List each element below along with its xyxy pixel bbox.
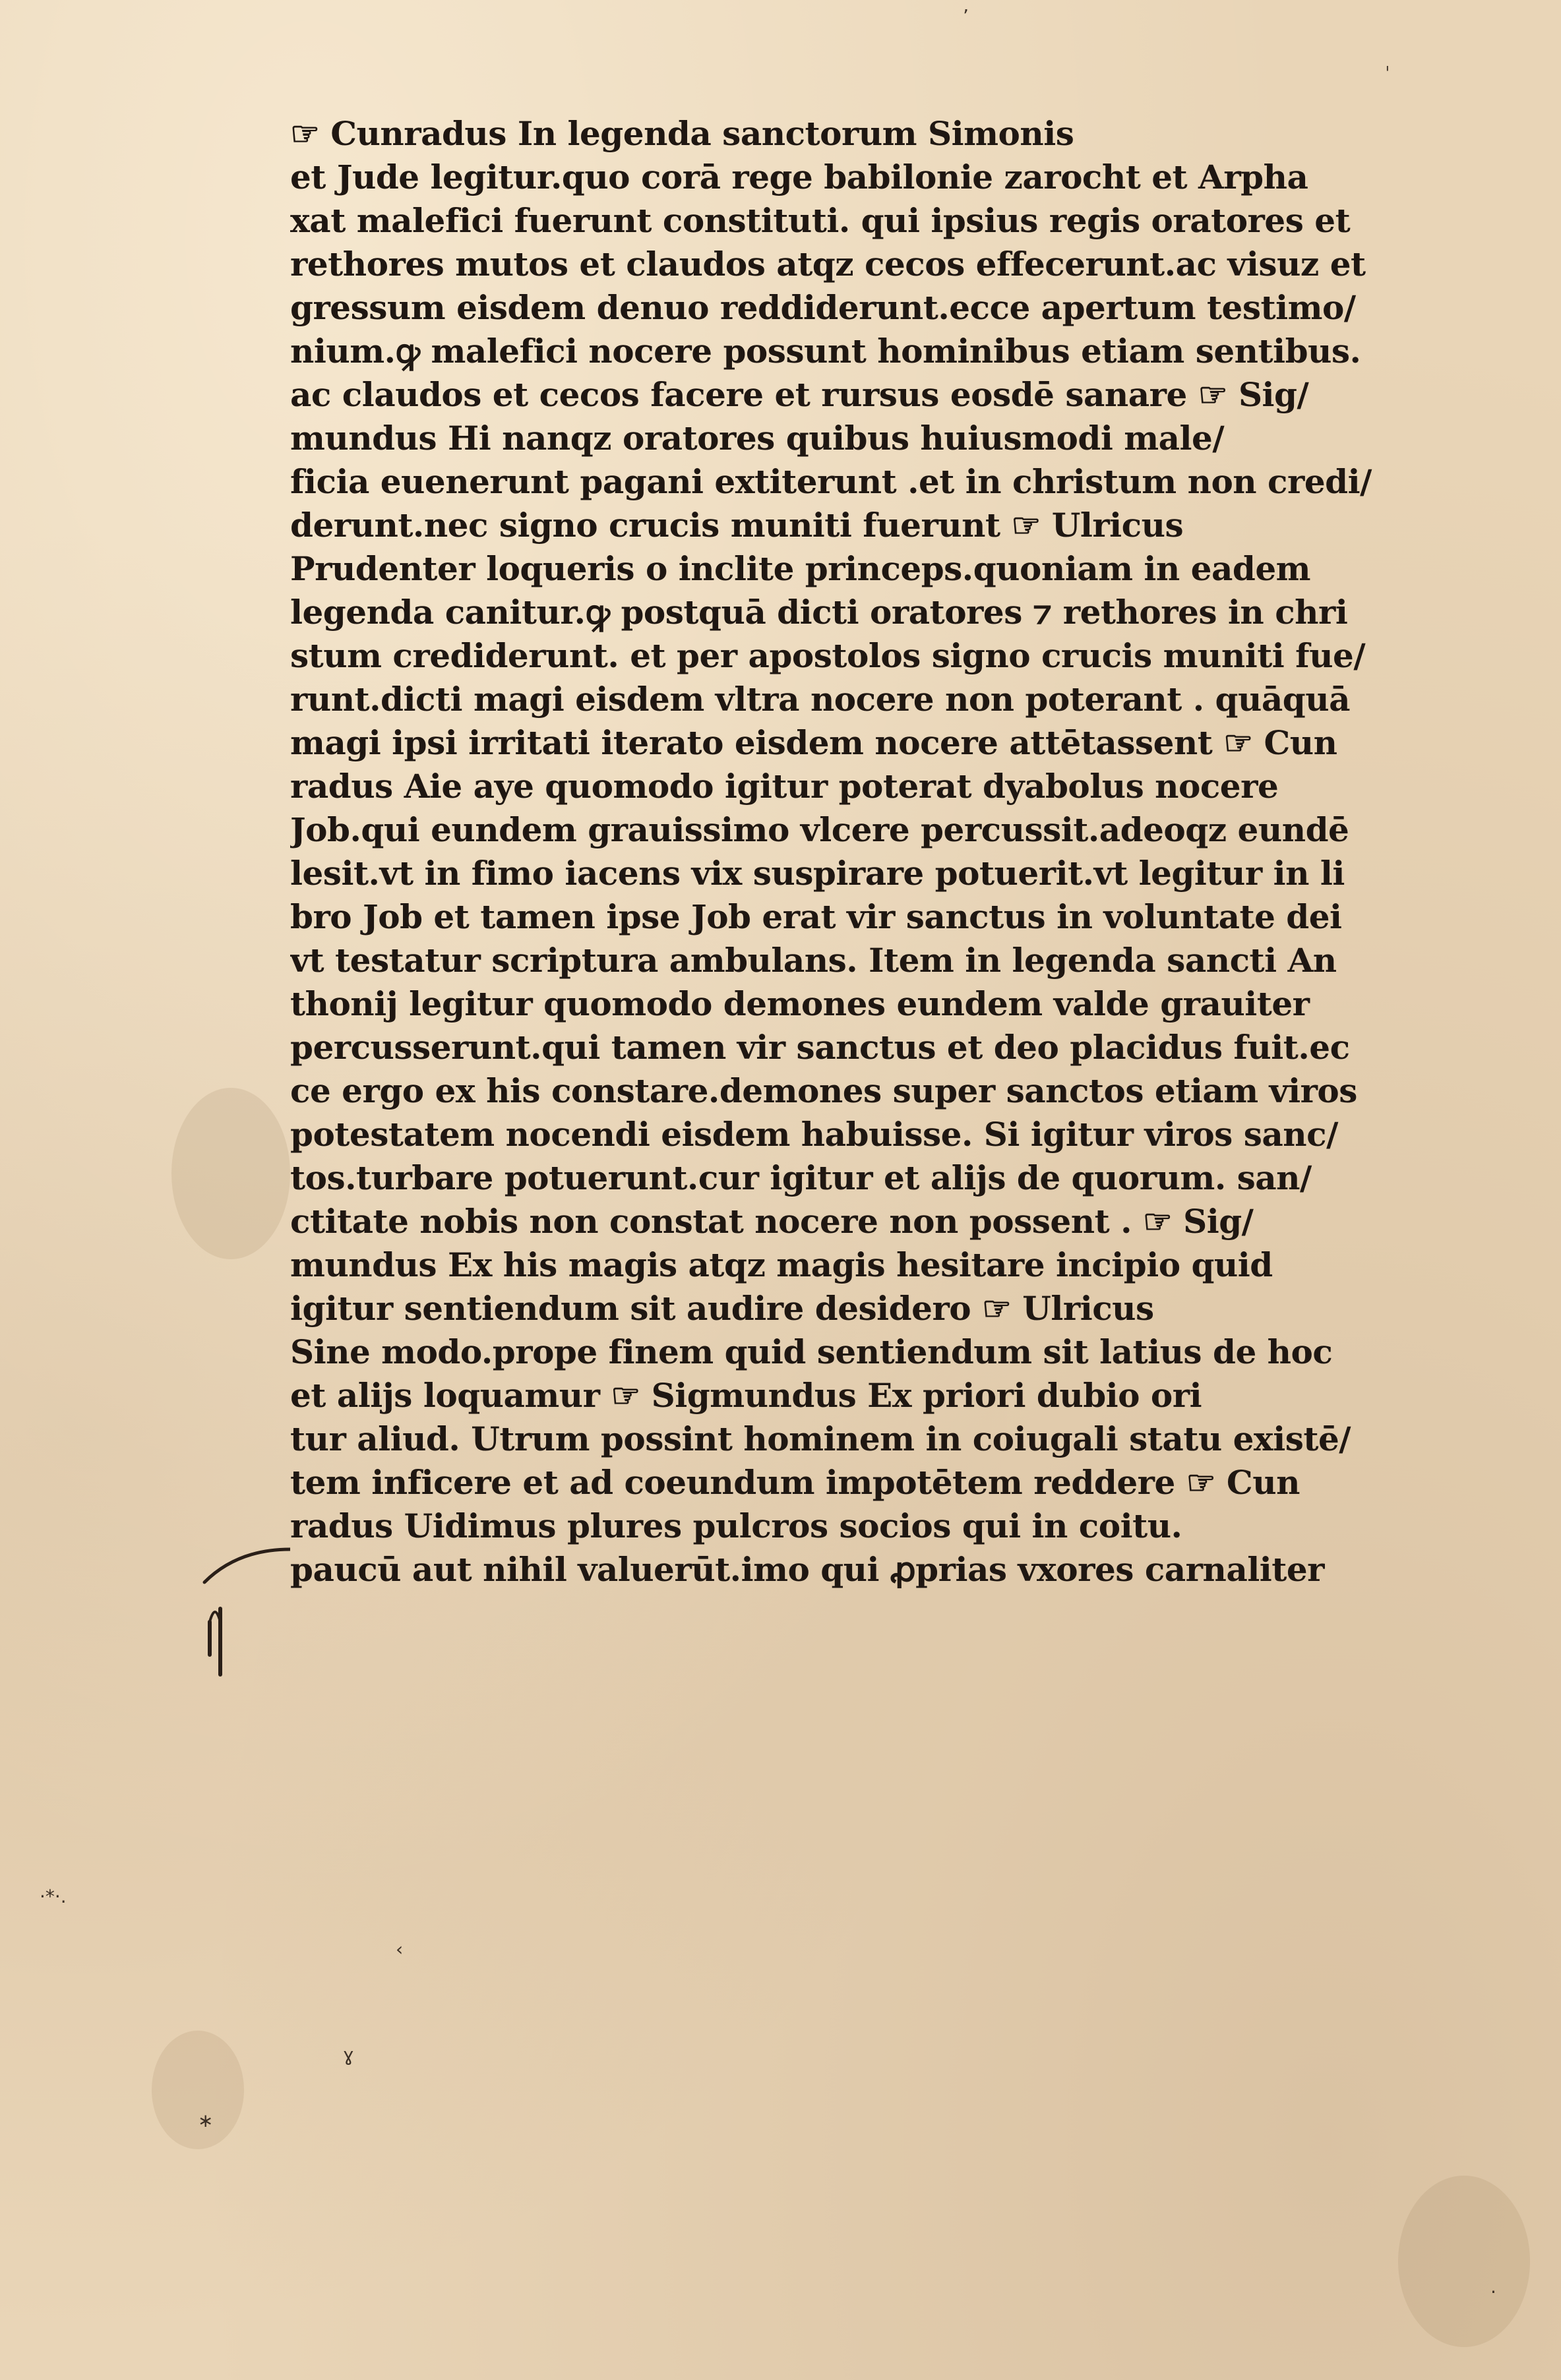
ink-speck: ˈ: [1385, 63, 1390, 84]
text-line: tur aliud. Utrum possint hominem in coiugali statu existē/: [290, 1419, 1351, 1458]
text-line: et Jude legitur.quo corā rege babilonie zarocht et Arpha: [290, 158, 1308, 196]
text-line: bro Job et tamen ipse Job erat vir sanctus in voluntate dei: [290, 897, 1342, 936]
text-line: igitur sentiendum sit audire desidero ☞ Ulricus: [290, 1289, 1154, 1328]
text-line: ce ergo ex his constare.demones super sanctos etiam viros: [290, 1071, 1357, 1110]
ink-speck: ·: [1490, 2281, 1496, 2303]
text-line: derunt.nec signo crucis muniti fuerunt ☞ Ulricus: [290, 506, 1184, 545]
text-line: gressum eisdem denuo reddiderunt.ecce apertum testimo/: [290, 288, 1356, 327]
text-line: thonij legitur quomodo demones eundem valde grauiter: [290, 984, 1310, 1023]
text-line: tem inficere et ad coeundum impotētem reddere ☞ Cun: [290, 1463, 1300, 1502]
text-line: lesit.vt in fimo iacens vix suspirare potuerit.vt legitur in li: [290, 854, 1345, 893]
text-line: ☞ Cunradus In legenda sanctorum Simonis: [290, 114, 1074, 153]
text-line: radus Aie aye quomodo igitur poterat dyabolus nocere: [290, 767, 1279, 806]
text-line: ficia euenerunt pagani extiterunt .et in christum non credi/: [290, 462, 1372, 501]
ink-speck: ‹: [396, 1938, 404, 1960]
text-line: et alijs loquamur ☞ Sigmundus Ex priori dubio ori: [290, 1376, 1202, 1415]
text-line: Sine modo.prope finem quid sentiendum sit latius de hoc: [290, 1332, 1333, 1371]
text-line: runt.dicti magi eisdem vltra nocere non poterant . quāquā: [290, 680, 1350, 719]
text-line: percusserunt.qui tamen vir sanctus et deo placidus fuit.ec: [290, 1028, 1350, 1067]
text-line: xat malefici fuerunt constituti. qui ipsius regis oratores et: [290, 201, 1351, 240]
paper-stain: [152, 2031, 244, 2149]
text-line: Prudenter loqueris o inclite princeps.quoniam in eadem: [290, 549, 1311, 588]
text-line: mundus Ex his magis atqz magis hesitare incipio quid: [290, 1245, 1273, 1284]
text-line: rethores mutos et claudos atqz cecos effecerunt.ac visuz et: [290, 245, 1366, 283]
ink-speck: ∗: [198, 2110, 214, 2131]
text-column: [290, 112, 1424, 1592]
text-line: Job.qui eundem grauissimo vlcere percussit.adeoqz eundē: [290, 810, 1349, 849]
ink-speck: ɣ: [343, 2044, 354, 2066]
text-line: vt testatur scriptura ambulans. Item in legenda sancti An: [290, 941, 1337, 980]
text-line: nium.ꝙ malefici nocere possunt hominibus etiam sentibus.: [290, 332, 1361, 371]
paper-stain: [171, 1088, 290, 1259]
text-line: magi ipsi irritati iterato eisdem nocere attētassent ☞ Cun: [290, 723, 1337, 762]
text-line: paucū aut nihil valuerūt.imo qui ꝓprias vxores carnaliter: [290, 1550, 1325, 1589]
ink-speck: ’: [963, 5, 969, 27]
paper-stain: [1398, 2176, 1530, 2347]
text-line: ac claudos et cecos facere et rursus eosdē sanare ☞ Sig/: [290, 375, 1309, 414]
marginal-ink-mark: [198, 1523, 290, 1681]
ink-speck: ·*·.: [40, 1886, 67, 1907]
text-line: tos.turbare potuerunt.cur igitur et alijs de quorum. san/: [290, 1158, 1312, 1197]
text-line: potestatem nocendi eisdem habuisse. Si igitur viros sanc/: [290, 1115, 1338, 1154]
text-line: radus Uidimus plures pulcros socios qui in coitu.: [290, 1506, 1182, 1545]
text-line: stum crediderunt. et per apostolos signo crucis muniti fue/: [290, 636, 1366, 675]
text-line: mundus Hi nanqz oratores quibus huiusmodi male/: [290, 419, 1225, 458]
text-line: legenda canitur.ꝙ postquā dicti oratores ⁊ rethores in chri: [290, 593, 1348, 632]
text-line: ctitate nobis non constat nocere non possent . ☞ Sig/: [290, 1202, 1254, 1241]
